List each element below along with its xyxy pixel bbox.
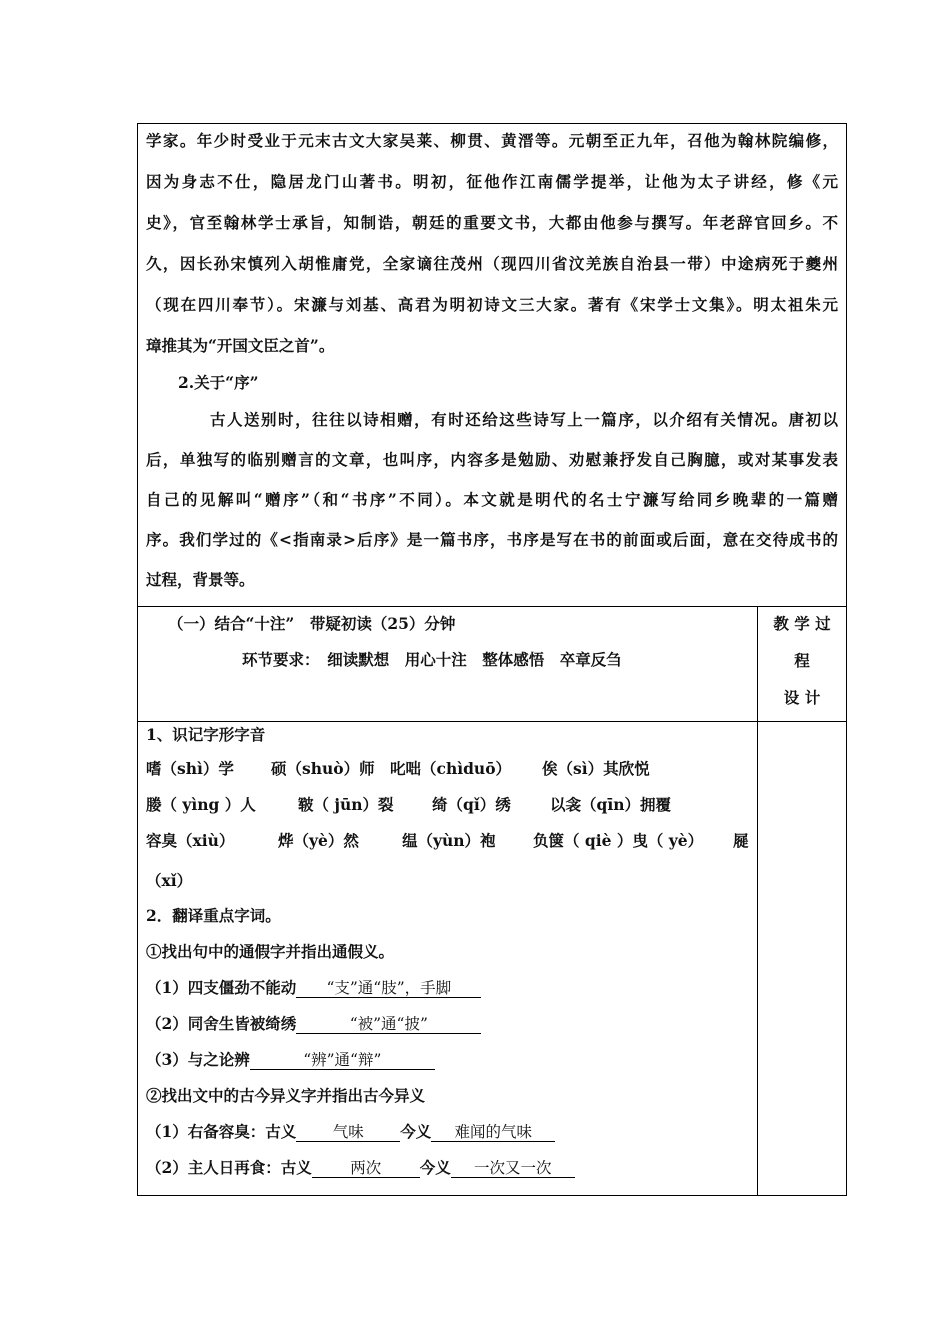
pron-item: 绮（qǐ）绣 xyxy=(432,795,511,814)
pron-item: 硕（shuò）师 xyxy=(271,759,375,778)
tongjia-question: （1）四支僵劲不能动 xyxy=(146,978,297,997)
bio-line: 久，因长孙宋慎列入胡惟庸党，全家谪往茂州（现四川省汶羌族自治县一带）中途病死于夔州 xyxy=(146,254,838,273)
pron-item: 俟（sì）其欣悦 xyxy=(542,759,650,778)
section-requirements: 环节要求： 细读默想 用心十注 整体感悟 卒章反刍 xyxy=(242,650,622,669)
tongjia-item xyxy=(146,1049,435,1071)
gujin-mid-label: 今义 xyxy=(400,1122,432,1141)
xu-line: 自己的见解叫“赠序”（和“书序”不同）。本文就是明代的名士宁濂写给同乡晚辈的一篇赠 xyxy=(146,490,838,509)
column-divider xyxy=(757,721,758,1195)
pron-item: 皲（ jūn）裂 xyxy=(298,795,394,814)
bio-line: 史》，官至翰林学士承旨，知制诰，朝廷的重要文书，大都由他参与撰写。年老辞官回乡。不 xyxy=(146,213,838,232)
tongjia-answer: “支”通“肢”，手脚 xyxy=(296,979,481,998)
gujin-question: （2）主人日再食：古义 xyxy=(146,1158,312,1177)
section-title: （一）结合“十注” 带疑初读（25）分钟 xyxy=(168,614,456,633)
lesson-table xyxy=(137,123,847,1196)
pron-item: 缊（yùn）袍 xyxy=(402,831,496,850)
side-label-line1: 教 学 过 xyxy=(773,614,831,633)
gujin-new-meaning: 一次又一次 xyxy=(451,1159,575,1178)
pron-item: 负箧（ qiè ）曳（ yè） xyxy=(533,831,704,850)
xu-line: 过程，背景等。 xyxy=(146,570,255,589)
tongjia-item xyxy=(146,1013,481,1035)
pron-item: 屣 xyxy=(733,831,749,850)
pron-item: 容臭（xiù） xyxy=(146,831,235,850)
side-label-line2: 程 xyxy=(794,651,810,670)
pron-item: 以衾（qīn）拥覆 xyxy=(550,795,671,814)
section-header-row xyxy=(138,606,846,722)
bio-line: （现在四川奉节）。宋濂与刘基、高君为明初诗文三大家。著有《宋学士文集》。明太祖朱元 xyxy=(146,295,838,314)
pron-item: （xǐ） xyxy=(146,871,193,890)
gujin-item xyxy=(146,1121,555,1143)
gujin-item xyxy=(146,1157,575,1179)
pronunciation-heading: 1、识记字形字音 xyxy=(146,725,266,744)
tongjia-subheading: ①找出句中的通假字并指出通假义。 xyxy=(146,942,395,961)
tongjia-answer: “被”通“披” xyxy=(296,1015,481,1034)
gujin-question: （1）右备容臭：古义 xyxy=(146,1122,297,1141)
pron-item: 烨（yè）然 xyxy=(278,831,359,850)
bio-line: 因为身志不仕，隐居龙门山著书。明初，征他作江南儒学提举，让他为太子讲经，修《元 xyxy=(146,172,838,191)
side-label-line3: 设 计 xyxy=(783,688,821,707)
background-cell xyxy=(138,124,846,607)
bio-line: 学家。年少时受业于元末古文大家吴莱、柳贯、黄溍等。元朝至正九年，召他为翰林院编修， xyxy=(146,131,838,150)
translation-heading: 2．翻译重点字词。 xyxy=(146,906,281,925)
tongjia-question: （3）与之论辨 xyxy=(146,1050,250,1069)
exercise-cell xyxy=(138,721,846,1195)
tongjia-item xyxy=(146,977,481,999)
tongjia-answer: “辨”通“辩” xyxy=(250,1051,435,1070)
xu-line: 序。我们学过的《<指南录>后序》是一篇书序，书序是写在书的前面或后面，意在交待成书的 xyxy=(146,530,838,549)
bio-line: 璋推其为“开国文臣之首”。 xyxy=(146,336,335,355)
pron-item: 媵（ yìng ）人 xyxy=(146,795,256,814)
tongjia-question: （2）同舍生皆被绮绣 xyxy=(146,1014,297,1033)
xu-heading: 2.关于“序” xyxy=(178,373,259,392)
xu-line: 古人送别时，往往以诗相赠，有时还给这些诗写上一篇序，以介绍有关情况。唐初以 xyxy=(210,410,838,429)
gujin-old-meaning: 两次 xyxy=(312,1159,420,1178)
xu-line: 后，单独写的临别赠言的文章，也叫序，内容多是勉励、劝慰兼抒发自己胸臆，或对某事发表 xyxy=(146,450,838,469)
gujin-mid-label: 今义 xyxy=(419,1158,451,1177)
gujin-subheading: ②找出文中的古今异义字并指出古今异义 xyxy=(146,1086,426,1105)
pron-item: 嗜（shì）学 xyxy=(146,759,234,778)
gujin-new-meaning: 难闻的气味 xyxy=(431,1123,555,1142)
gujin-old-meaning: 气味 xyxy=(296,1123,400,1142)
pron-item: 叱咄（chìduō） xyxy=(390,759,512,778)
